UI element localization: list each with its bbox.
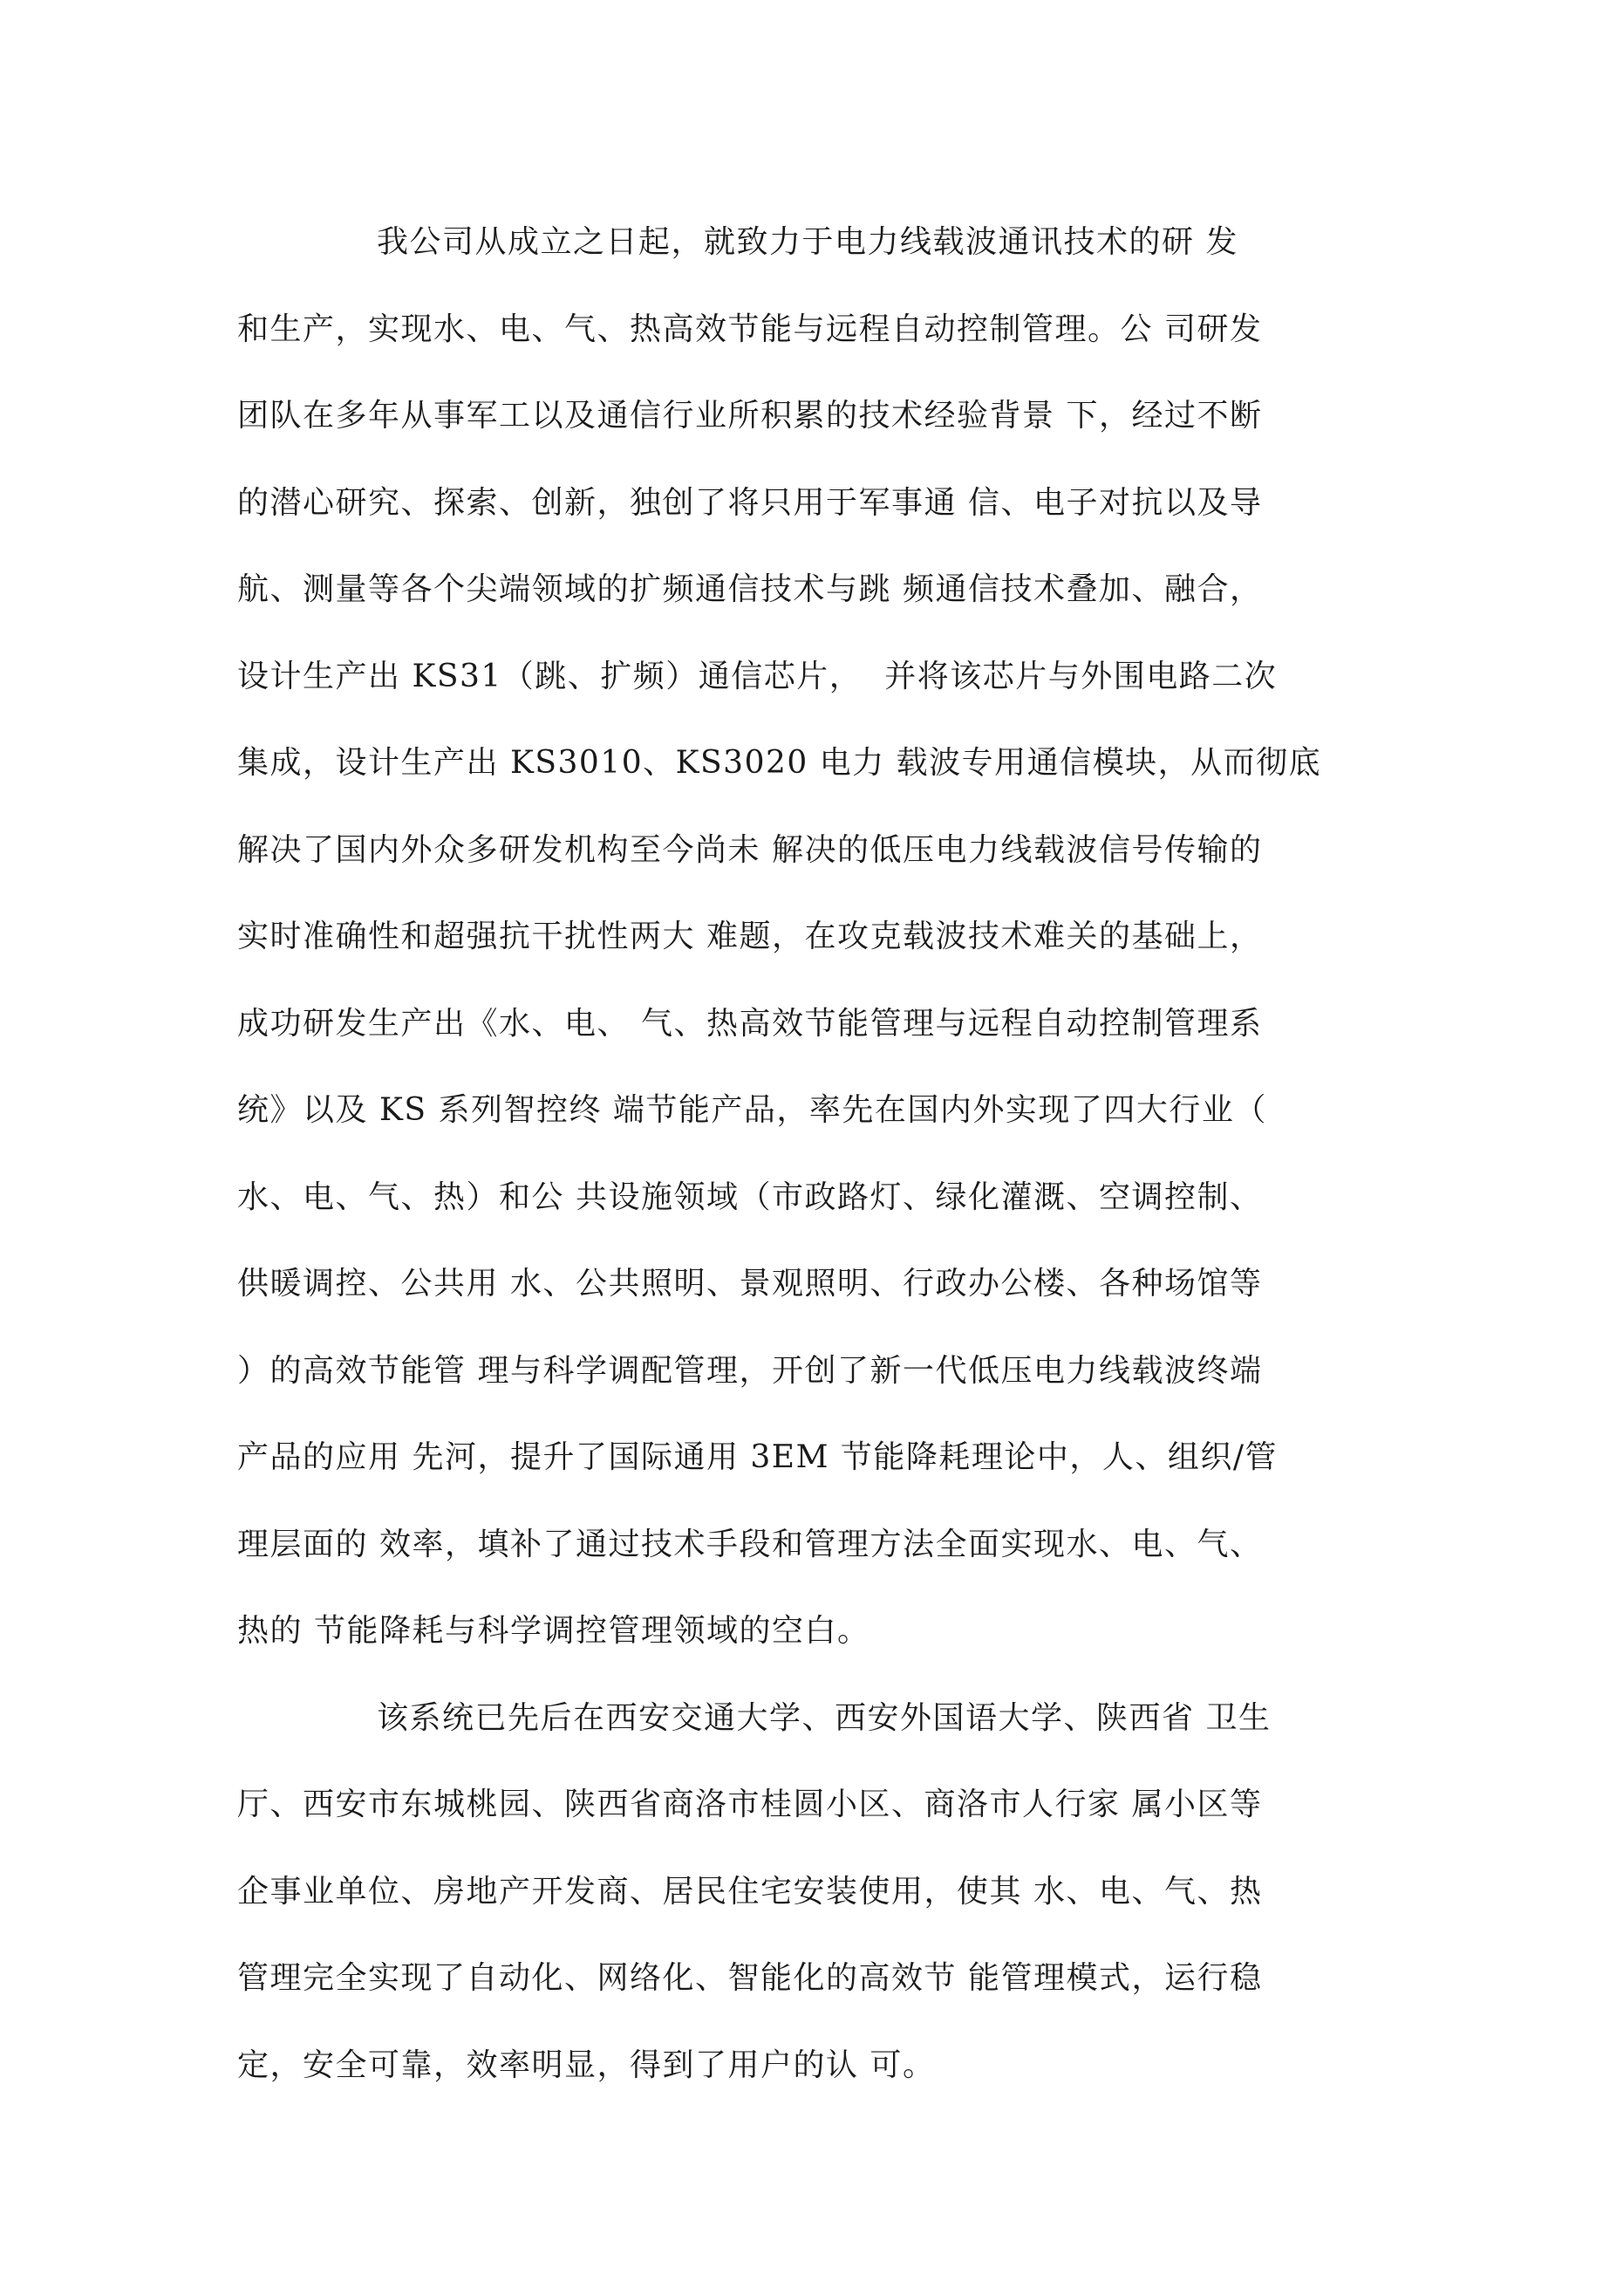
text-line: 航、测量等各个尖端领域的扩频通信技术与跳 频通信技术叠加、融合， <box>237 571 1263 607</box>
paragraph-system-deployment <box>237 1675 1406 2109</box>
text-line: 定，安全可靠，效率明显，得到了用户的认 可。 <box>237 2047 936 2083</box>
text-line: 管理完全实现了自动化、网络化、智能化的高效节 能管理模式，运行稳 <box>237 1960 1263 1996</box>
text-line: 理层面的 效率，填补了通过技术手段和管理方法全面实现水、电、气、 <box>237 1526 1263 1562</box>
text-line: 实时准确性和超强抗干扰性两大 难题，在攻克载波技术难关的基础上， <box>237 919 1263 954</box>
text-line: 热的 节能降耗与科学调控管理领域的空白。 <box>237 1613 870 1649</box>
text-line: 和生产，实现水、电、气、热高效节能与远程自动控制管理。公 司研发 <box>237 311 1263 347</box>
text-line: 的潜心研究、探索、创新，独创了将只用于军事通 信、电子对抗以及导 <box>237 484 1263 521</box>
text-line: ）的高效节能管 理与科学调配管理，开创了新一代低压电力线载波终端 <box>237 1352 1263 1389</box>
text-line: 设计生产出 KS31（跳、扩频）通信芯片， 并将该芯片与外围电路二次 <box>237 658 1278 694</box>
text-line: 解决了国内外众多研发机构至今尚未 解决的低压电力线载波信号传输的 <box>237 831 1263 868</box>
text-line: 成功研发生产出《水、电、 气、热高效节能管理与远程自动控制管理系 <box>237 1005 1263 1042</box>
text-line: 供暖调控、公共用 水、公共照明、景观照明、行政办公楼、各种场馆等 <box>237 1266 1263 1302</box>
text-line: 产品的应用 先河，提升了国际通用 3EM 节能降耗理论中，人、组织/管 <box>237 1439 1279 1475</box>
paragraph-company-intro <box>237 199 1406 1675</box>
text-line: 团队在多年从事军工以及通信行业所积累的技术经验背景 下，经过不断 <box>237 398 1263 434</box>
document-body <box>237 199 1406 2108</box>
text-line: 水、电、气、热）和公 共设施领域（市政路灯、绿化灌溉、空调控制、 <box>237 1179 1263 1215</box>
text-line: 统》以及 KS 系列智控终 端节能产品，率先在国内外实现了四大行业（ <box>237 1092 1267 1128</box>
text-line: 我公司从成立之日起，就致力于电力线载波通讯技术的研 发 <box>377 224 1238 260</box>
text-line: 该系统已先后在西安交通大学、西安外国语大学、陕西省 卫生 <box>377 1699 1272 1736</box>
text-line: 集成，设计生产出 KS3010、KS3020 电力 载波专用通信模块，从而彻底 <box>237 745 1322 781</box>
text-line: 厅、西安市东城桃园、陕西省商洛市桂圆小区、商洛市人行家 属小区等 <box>237 1787 1263 1822</box>
text-line: 企事业单位、房地产开发商、居民住宅安装使用，使其 水、电、气、热 <box>237 1873 1263 1910</box>
